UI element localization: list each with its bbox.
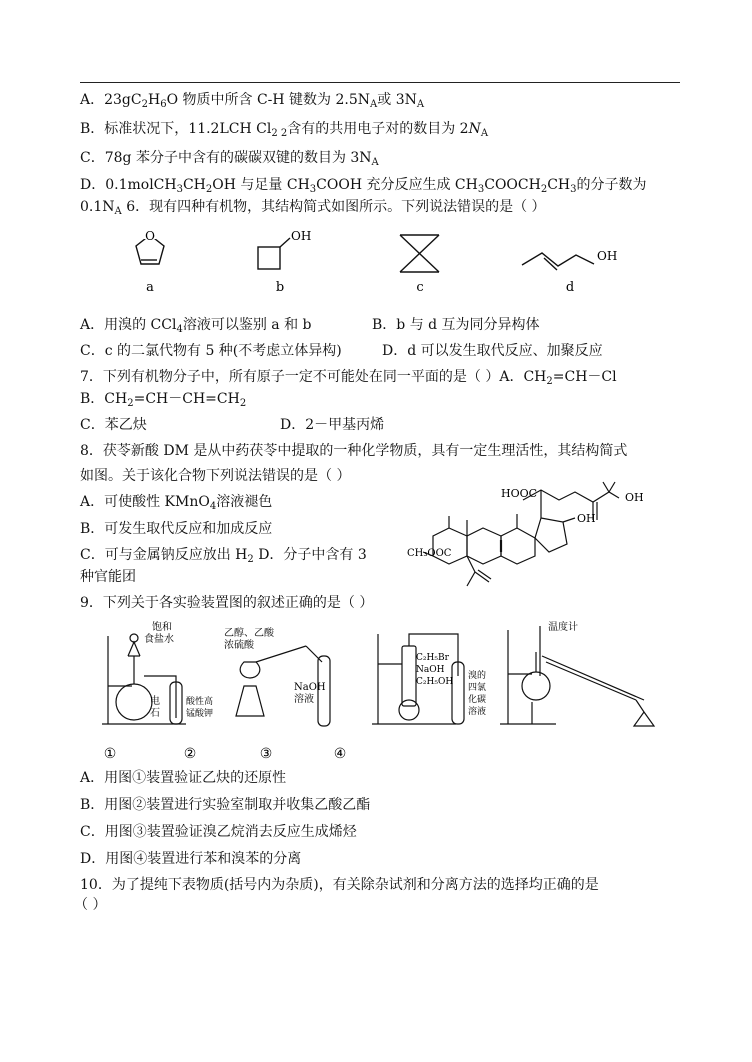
apparatus-4	[500, 626, 654, 726]
app1-label-6: 锰酸钾	[186, 709, 214, 719]
app3-label-1: C₂H₅Br	[416, 653, 449, 663]
q9-option-b: B．用图②装置进行实验室制取并收集乙酸乙酯	[80, 797, 371, 813]
app3-label-6: 化碳	[468, 695, 487, 705]
q8-struct-oh1: OH	[625, 491, 644, 504]
app3-label-2: NaOH	[416, 665, 445, 675]
structure-d	[522, 253, 594, 270]
app3-label-5: 四氯	[468, 683, 487, 693]
q5-option-d: D．$0.1molCH_3CH_2OH$ 与足量 $CH_3COOH$ 充分反应生成 $CH_3COOCH_2CH_3$的分子数为	[80, 177, 647, 195]
apparatus-number-3: ③	[259, 746, 273, 762]
apparatus-number-1: ①	[103, 746, 117, 762]
q9-option-a: A．用图①装置验证乙炔的还原性	[80, 770, 287, 786]
apparatus-number-2: ②	[183, 746, 197, 762]
q10-paren: （ ）	[74, 897, 107, 913]
label-a: a	[146, 280, 154, 295]
q5-option-a: A．$23gC_2H_6O$ 物质中所含 C-H 键数为 $2.5N_A$或 $3N_A$	[80, 92, 425, 110]
q8-option-a: A．可使酸性 KMnO$_4$溶液褪色	[80, 494, 273, 512]
q8-struct-hooc: HOOC	[501, 487, 538, 500]
structure-c	[400, 235, 439, 272]
app2-label-4: 溶液	[294, 694, 314, 705]
q6-option-a: A．用溴的 CCl$_4$溶液可以鉴别 a 和 b	[80, 317, 312, 335]
q8-option-b: B．可发生取代反应和加成反应	[80, 521, 273, 537]
app3-label-4: 溴的	[468, 671, 487, 681]
q8-stem-2: 如图。关于该化合物下列说法错误的是（ ）	[80, 468, 351, 484]
q6-option-c: C．c 的二氯代物有 5 种(不考虑立体异构)	[80, 343, 342, 359]
label-c: c	[416, 280, 424, 295]
q8-option-d-tail: 种官能团	[80, 569, 136, 585]
app1-label-4: 石	[150, 708, 160, 719]
q7-option-b: B．$CH_2=CH-CH=CH_2$	[80, 391, 247, 409]
q6-option-d: D．d 可以发生取代反应、加聚反应	[382, 343, 603, 359]
q8-stem-1: 8．茯苓新酸 DM 是从中药茯苓中提取的一种化学物质，具有一定生理活性，其结构简式	[80, 443, 628, 459]
structure-b-oh: OH	[291, 229, 312, 243]
app1-label-1: 饱和	[152, 622, 172, 633]
top-rule	[80, 82, 680, 83]
q9-option-d: D．用图④装置进行苯和溴苯的分离	[80, 851, 302, 867]
q9-stem: 9．下列关于各实验装置图的叙述正确的是（ ）	[80, 595, 374, 611]
app3-label-7: 溶液	[468, 707, 487, 717]
app4-label-1: 温度计	[548, 622, 578, 633]
label-b: b	[275, 280, 285, 295]
app1-label-5: 酸性高	[186, 697, 214, 707]
app3-label-3: C₂H₅OH	[416, 677, 454, 687]
q7-option-d: D．2－甲基丙烯	[280, 417, 385, 433]
q6-structures	[100, 222, 660, 302]
app2-label-3: NaOH	[294, 682, 326, 693]
q6-stem: $0.1N_A$ 6．现有四种有机物，其结构简式如图所示。下列说法错误的是（ ）	[80, 199, 546, 217]
label-d: d	[565, 280, 575, 295]
q10-stem: 10．为了提纯下表物质(括号内为杂质)，有关除杂试剂和分离方法的选择均正确的是	[80, 877, 599, 893]
app2-label-2: 浓硫酸	[224, 640, 254, 651]
q9-option-c: C．用图③装置验证溴乙烷消去反应生成烯烃	[80, 824, 357, 840]
q5-option-b: B．标准状况下，11.2LCH $Cl_{2 2}$含有的共用电子对的数目为 $2N_A$	[80, 121, 489, 139]
q9-apparatus	[96, 616, 670, 764]
q7-stem: 7．下列有机物分子中，所有原子一定不可能处在同一平面的是（ ）A．$CH_2=CH-Cl$	[80, 369, 617, 387]
structure-a-oxygen: O	[145, 229, 155, 243]
q8-option-c-d: C．可与金属钠反应放出 $H_2$ D．分子中含有 3	[80, 547, 367, 565]
q8-struct-ester: CH₃OOC	[407, 548, 452, 559]
q5-option-c: C．78g 苯分子中含有的碳碳双键的数目为 $3N_A$	[80, 150, 379, 168]
apparatus-1	[102, 634, 186, 724]
q8-struct-oh2: OH	[577, 512, 596, 525]
structure-d-oh: OH	[597, 249, 618, 263]
app2-label-1: 乙醇、乙酸	[224, 628, 274, 639]
q8-structure	[405, 478, 675, 590]
q6-option-b: B．b 与 d 互为同分异构体	[372, 317, 540, 333]
structure-b	[258, 238, 290, 269]
app1-label-2: 食盐水	[144, 634, 174, 645]
app1-label-3: 电	[150, 696, 160, 707]
q7-option-c: C．苯乙炔	[80, 417, 147, 433]
apparatus-number-4: ④	[333, 746, 347, 762]
